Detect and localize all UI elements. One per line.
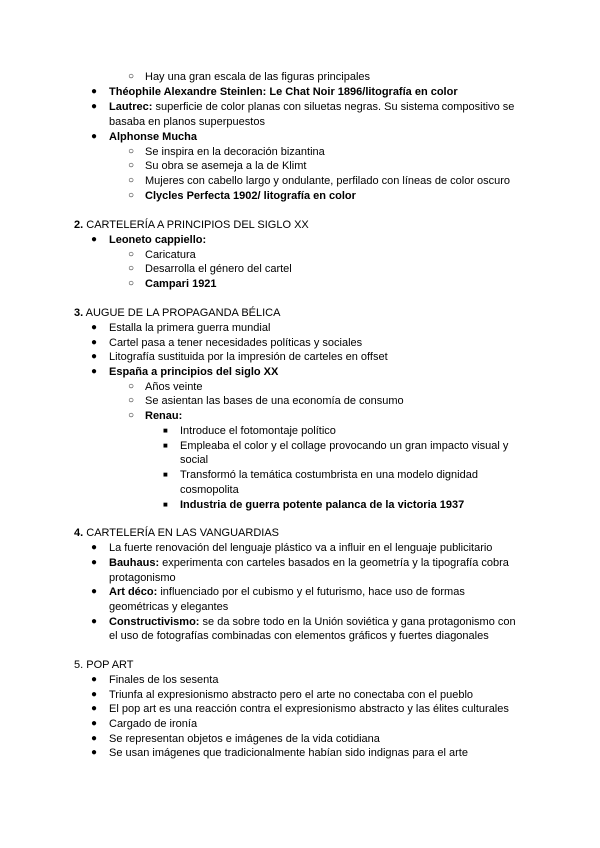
bullet-icon: ● [91, 366, 98, 377]
list-item: Triunfa al expresionismo abstracto pero el arte no conectaba con el pueblo [109, 688, 474, 701]
list-item: Lautrec: superficie de color planas con siluetas negras. Su sistema compositivo se [109, 101, 515, 113]
list-item: Se inspira en la decoración bizantina [145, 145, 325, 158]
list-item-continuation: cosmopolita [180, 483, 239, 496]
section-heading-4: 4. CARTELERÍA EN LAS VANGUARDIAS [74, 527, 280, 539]
hollow-bullet-icon: ○ [128, 175, 135, 186]
bullet-icon: ● [91, 732, 98, 744]
bullet-icon: ● [91, 557, 98, 568]
list-item-continuation: el uso de fotografías combinadas con elementos gráficos y fuertes diagonales [109, 630, 489, 642]
list-item: Bauhaus: experimenta con carteles basados en la geometría y la tipografía cobra [109, 557, 509, 569]
bullet-icon: ● [91, 86, 98, 97]
square-bullet-icon: ■ [163, 499, 168, 509]
list-item: Industria de guerra potente palanca de la victoria 1937 [180, 498, 465, 511]
hollow-bullet-icon: ○ [128, 380, 135, 392]
list-item: España a principios del siglo XX [109, 366, 279, 378]
list-item-continuation: geométricas y elegantes [109, 600, 229, 613]
list-item: Cartel pasa a tener necesidades políticas y sociales [109, 336, 363, 349]
list-item: Mujeres con cabello largo y ondulante, perfilado con líneas de color oscuro [145, 175, 511, 187]
list-item: Alphonse Mucha [109, 131, 198, 143]
square-bullet-icon: ■ [163, 470, 168, 479]
list-item: Campari 1921 [145, 278, 217, 290]
hollow-bullet-icon: ○ [128, 190, 135, 201]
bullet-icon: ● [91, 131, 98, 142]
list-item: Clycles Perfecta 1902/ litografía en color [145, 190, 356, 202]
bullet-icon: ● [91, 674, 98, 685]
hollow-bullet-icon: ○ [128, 278, 135, 289]
list-item: Años veinte [145, 380, 203, 393]
list-item: Se asientan las bases de una economía de consumo [145, 395, 404, 407]
list-item: Se representan objetos e imágenes de la vida cotidiana [109, 732, 380, 745]
square-bullet-icon: ■ [163, 426, 168, 435]
bullet-icon: ● [91, 688, 98, 700]
list-item: Renau: [145, 410, 183, 422]
bullet-icon: ● [91, 101, 98, 112]
hollow-bullet-icon: ○ [128, 71, 135, 82]
list-item: Introduce el fotomontaje político [180, 425, 336, 437]
list-item: Se usan imágenes que tradicionalmente habían sido indignas para el arte [109, 747, 468, 759]
section-heading-3: 3. AUGUE DE LA PROPAGANDA BÉLICA [74, 307, 281, 319]
section-heading-5: 5. POP ART [74, 659, 134, 671]
list-item-continuation: social [180, 454, 209, 466]
list-item: Finales de los sesenta [109, 674, 219, 686]
bullet-icon: ● [91, 542, 98, 553]
list-item: Caricatura [145, 248, 196, 261]
list-item: Constructivismo: se da sobre todo en la Unión soviética y gana protagonismo con [109, 615, 516, 628]
hollow-bullet-icon: ○ [128, 145, 135, 157]
list-item: Litografía sustituida por la impresión de carteles en offset [109, 351, 388, 363]
list-item: Art déco: influenciado por el cubismo y el futurismo, hace uso de formas [109, 586, 465, 598]
bullet-icon: ● [91, 703, 98, 714]
bullet-icon: ● [91, 747, 98, 758]
bullet-icon: ● [91, 718, 98, 729]
list-item: La fuerte renovación del lenguaje plástico va a influir en el lenguaje publicitario [109, 542, 493, 554]
list-item: Théophile Alexandre Steinlen: Le Chat Noir 1896/litografía en color [109, 86, 458, 98]
bullet-icon: ● [91, 586, 98, 597]
list-item: Hay una gran escala de las figuras principales [145, 71, 371, 83]
square-bullet-icon: ■ [163, 440, 168, 450]
bullet-icon: ● [91, 234, 98, 245]
hollow-bullet-icon: ○ [128, 248, 135, 260]
list-item: Leoneto cappiello: [109, 234, 207, 246]
list-item: El pop art es una reacción contra el expresionismo abstracto y las élites culturales [109, 703, 509, 715]
list-item-continuation: basaba en planos superpuestos [109, 115, 265, 128]
list-item: Cargado de ironía [109, 718, 198, 730]
list-item: Transformó la temática costumbrista en una modelo dignidad [180, 469, 478, 481]
list-item: Empleaba el color y el collage provocando un gran impacto visual y [180, 439, 509, 452]
bullet-icon: ● [91, 351, 98, 362]
section-heading-2: 2. CARTELERÍA A PRINCIPIOS DEL SIGLO XX [74, 219, 309, 231]
list-item-continuation: protagonismo [109, 571, 176, 584]
hollow-bullet-icon: ○ [128, 160, 135, 171]
list-item: Desarrolla el género del cartel [145, 263, 292, 275]
bullet-icon: ● [91, 615, 98, 627]
hollow-bullet-icon: ○ [128, 263, 135, 274]
bullet-icon: ● [91, 322, 98, 333]
hollow-bullet-icon: ○ [128, 395, 135, 406]
list-item: Estalla la primera guerra mundial [109, 322, 271, 334]
bullet-icon: ● [91, 336, 98, 348]
list-item: Su obra se asemeja a la de Klimt [145, 160, 307, 172]
hollow-bullet-icon: ○ [128, 410, 135, 421]
